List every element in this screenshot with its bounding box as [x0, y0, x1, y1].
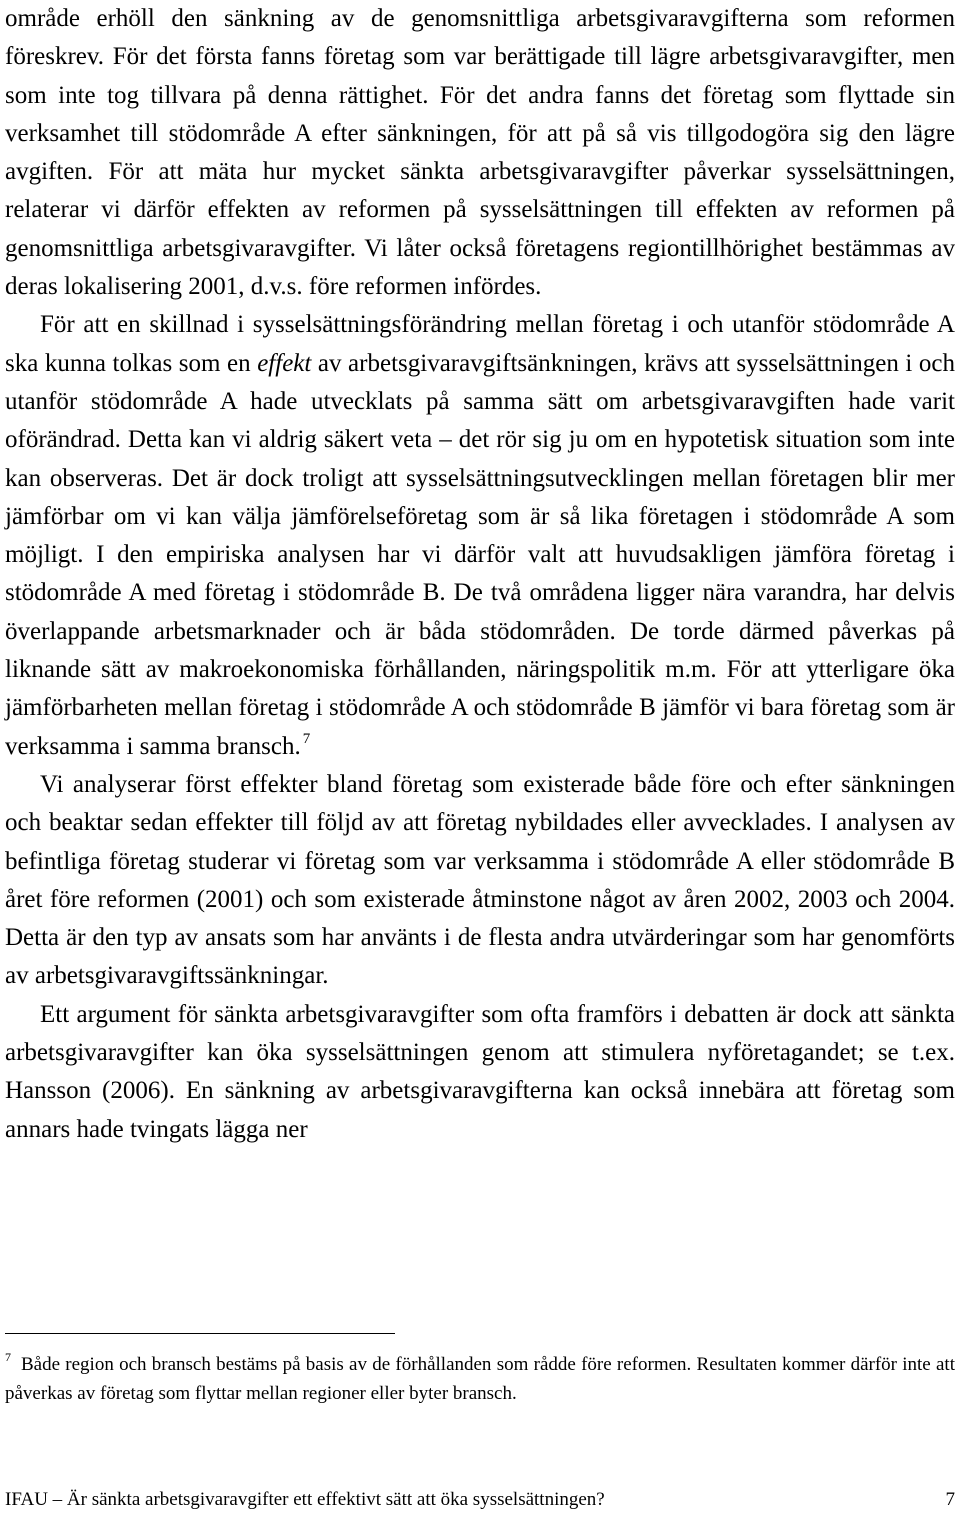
footnote-mark: 7 [5, 1350, 11, 1364]
paragraph-1 [5, 0, 955, 306]
footnote [5, 1351, 955, 1408]
paragraph-1-text: område erhöll den sänkning av de genomsnittliga arbetsgivaravgifterna som reformen föreskrev. För det första fanns företag som var berättigade till lägre arbetsgivaravgifter, men som inte tog tillvara på denna rättighet. För det andra fanns det företag som flyttade sin verksamhet till stödområde A efter sänkningen, för att på så vis tillgodogöra sig den lägre avgiften. För att mäta hur mycket sänkta arbetsgivaravgifter påverkar sysselsättningen, relaterar vi därför effekten av reformen på sysselsättningen till effekten av reformen på genomsnittliga arbetsgivaravgifter. Vi låter också företagens regiontillhörighet bestämmas av deras lokalisering 2001, d.v.s. före reformen infördes. [5, 5, 955, 301]
paragraph-2-text-start: För att en skillnad i sysselsättningsförändring mellan företag i och utanför stödområde A ska kunna tolkas som en [5, 311, 955, 377]
paragraph-4 [5, 996, 955, 1149]
footnote-text: Både region och bransch bestäms på basis av de förhållanden som rådde före reformen. Resultaten kommer därför inte att påverkas av företag som flyttar mellan regioner eller byter bransch. [5, 1354, 955, 1404]
paragraph-3-text: Vi analyserar först effekter bland företag som existerade både före och efter sänkningen och beaktar sedan effekter till följd av att företag nybildades eller avvecklades. I analysen av befintliga företag studerar vi företag som var verksamma i stödområde A eller stödområde B året före reformen (2001) och som existerade åtminstone något av åren 2002, 2003 och 2004. Detta är den typ av ansats som har använts i de flesta andra utvärderingar som har genomförts av arbetsgivaravgiftssänkningar. [5, 770, 955, 990]
document-page [5, 0, 955, 1149]
paragraph-2-text-end: av arbetsgivaravgiftsänkningen, krävs att sysselsättningen i och utanför stödområde A hade utvecklats på samma sätt om arbetsgivaravgiften hade varit oförändrad. Detta kan vi aldrig säkert veta – det rör sig ju om en hypotetisk situation som inte kan observeras. Det är dock troligt att sysselsättningsutvecklingen mellan företagen blir mer jämförbar om vi kan välja jämförelseföretag som är så lika företagen i stödområde A som möjligt. I den empiriska analysen har vi därför valt att huvudsakligen jämföra företag i stödområde A med företag i stödområde B. De två områdena ligger nära varandra, har delvis överlappande arbetsmarknader och är båda stödområden. De torde därmed påverkas på liknande sätt av makroekonomiska förhållanden, näringspolitik m.m. För att ytterligare öka jämförbarheten mellan företag i stödområde A och stödområde B jämför vi bara företag som är verksamma i samma bransch. [5, 349, 955, 760]
footnote-divider [5, 1333, 395, 1334]
page-number: 7 [945, 1489, 955, 1510]
body-text [5, 0, 955, 1149]
emphasis-effekt: effekt [257, 349, 312, 377]
paragraph-2 [5, 306, 955, 766]
footer-title: IFAU – Är sänkta arbetsgivaravgifter ett effektivt sätt att öka sysselsättningen? [5, 1489, 605, 1510]
paragraph-3 [5, 766, 955, 996]
paragraph-4-text: Ett argument för sänkta arbetsgivaravgifter som ofta framförs i debatten är dock att sänkta arbetsgivaravgifter kan öka sysselsättningen genom att stimulera nyföretagandet; se t.ex. Hansson (2006). En sänkning av arbetsgivaravgifterna kan också innebära att företag som annars hade tvingats lägga ner [5, 1000, 955, 1143]
footnote-reference[interactable]: 7 [302, 730, 311, 747]
